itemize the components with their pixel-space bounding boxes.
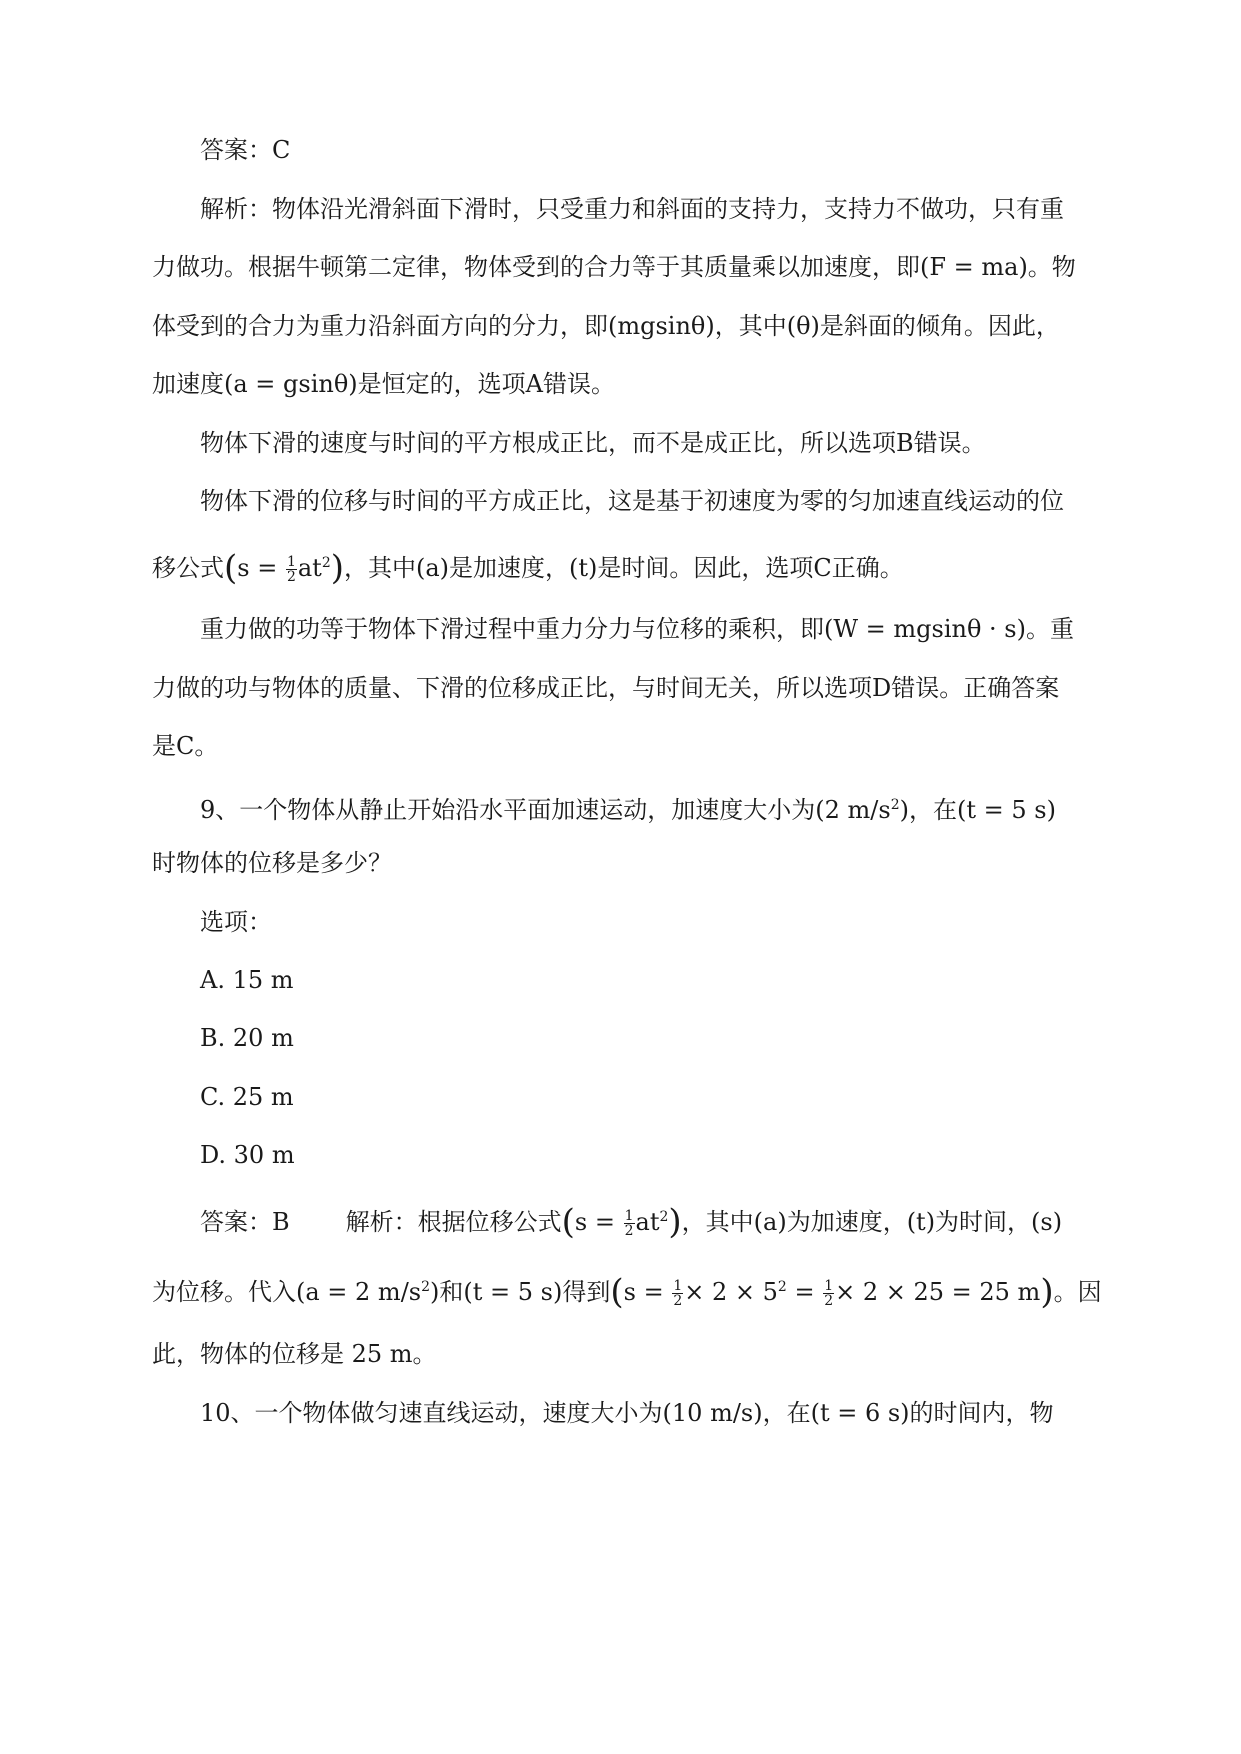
paren-left: (	[610, 1272, 624, 1312]
paragraph-option-c-2	[152, 543, 1092, 588]
superscript: 2	[421, 1279, 431, 1295]
fraction-denominator: 2	[624, 1223, 634, 1239]
fraction-numerator: 1	[286, 554, 296, 570]
paragraph-option-d-2: 力做的功与物体的质量、下滑的位移成正比，与时间无关，所以选项D错误。正确答案	[152, 674, 1060, 702]
answer-line: 答案：C	[200, 136, 291, 164]
text-segment: )，在(t = 5 s)	[899, 796, 1056, 824]
formula-text: s =	[623, 1278, 672, 1306]
option-b: B. 20 m	[200, 1024, 294, 1052]
fraction-denominator: 2	[824, 1293, 834, 1309]
paragraph-option-c-1: 物体下滑的位移与时间的平方成正比，这是基于初速度为零的匀加速直线运动的位	[200, 487, 1064, 515]
text-segment: 9、一个物体从静止开始沿水平面加速运动，加速度大小为(2 m/s	[200, 796, 891, 824]
formula-text: =	[786, 1278, 823, 1306]
analysis-line-1: 解析：物体沿光滑斜面下滑时，只受重力和斜面的支持力，支持力不做功，只有重	[200, 195, 1064, 223]
paren-right: )	[1040, 1272, 1054, 1312]
answer-9-line-1	[200, 1197, 1092, 1242]
question-10-line-1: 10、一个物体做匀速直线运动，速度大小为(10 m/s)，在(t = 6 s)的时间内，物	[200, 1399, 1054, 1427]
answer-label: 答案：B	[200, 1208, 290, 1236]
paragraph-option-d-1: 重力做的功等于物体下滑过程中重力分力与位移的乘积，即(W = mgsinθ · s)。重	[200, 615, 1074, 643]
superscript: 2	[890, 797, 900, 813]
options-label: 选项：	[200, 908, 272, 936]
formula-text: at	[635, 1208, 660, 1236]
text-segment: 。因	[1053, 1278, 1102, 1306]
fraction	[823, 1279, 834, 1308]
paren-left: (	[224, 548, 238, 588]
paren-left: (	[561, 1202, 575, 1242]
fraction	[286, 555, 297, 584]
paren-right: )	[330, 548, 345, 588]
formula-text: × 2 × 25 = 25 m	[835, 1278, 1041, 1306]
formula-text: at	[297, 554, 322, 582]
question-9-line-1	[200, 785, 1092, 830]
analysis-line-2: 力做功。根据牛顿第二定律，物体受到的合力等于其质量乘以加速度，即(F = ma)。物	[152, 253, 1076, 281]
paren-right: )	[668, 1202, 682, 1242]
analysis-line-4: 加速度(a = gsinθ)是恒定的，选项A错误。	[152, 370, 615, 398]
option-c: C. 25 m	[200, 1083, 294, 1111]
fraction-numerator: 1	[673, 1278, 683, 1294]
fraction-numerator: 1	[824, 1278, 834, 1294]
fraction	[624, 1209, 635, 1238]
text-segment: 移公式	[152, 554, 224, 582]
answer-9-line-2	[152, 1267, 1102, 1312]
fraction	[672, 1279, 683, 1308]
answer-9-line-3: 此，物体的位移是 25 m。	[152, 1340, 437, 1368]
text-segment: )和(t = 5 s)得到	[430, 1278, 611, 1306]
option-a: A. 15 m	[200, 966, 294, 994]
superscript: 2	[777, 1279, 787, 1295]
option-d: D. 30 m	[200, 1141, 295, 1169]
text-segment: ，其中(a)为加速度，(t)为时间，(s)	[681, 1208, 1063, 1236]
text-segment: 解析：根据位移公式	[345, 1208, 562, 1236]
paragraph-option-d-3: 是C。	[152, 732, 219, 760]
formula-text: × 2 × 5	[684, 1278, 778, 1306]
superscript: 2	[659, 1209, 669, 1225]
fraction-denominator: 2	[286, 569, 296, 585]
question-9-line-2: 时物体的位移是多少？	[152, 849, 392, 877]
superscript: 2	[321, 555, 331, 571]
fraction-numerator: 1	[624, 1208, 634, 1224]
text-segment: ，其中(a)是加速度，(t)是时间。因此，选项C正确。	[344, 554, 904, 582]
formula-text: s =	[574, 1208, 623, 1236]
text-segment: 为位移。代入(a = 2 m/s	[152, 1278, 422, 1306]
analysis-line-3: 体受到的合力为重力沿斜面方向的分力，即(mgsinθ)，其中(θ)是斜面的倾角。因此，	[152, 312, 1060, 340]
paragraph-option-b: 物体下滑的速度与时间的平方根成正比，而不是成正比，所以选项B错误。	[200, 429, 986, 457]
fraction-denominator: 2	[673, 1293, 683, 1309]
formula-text: s =	[237, 554, 285, 582]
